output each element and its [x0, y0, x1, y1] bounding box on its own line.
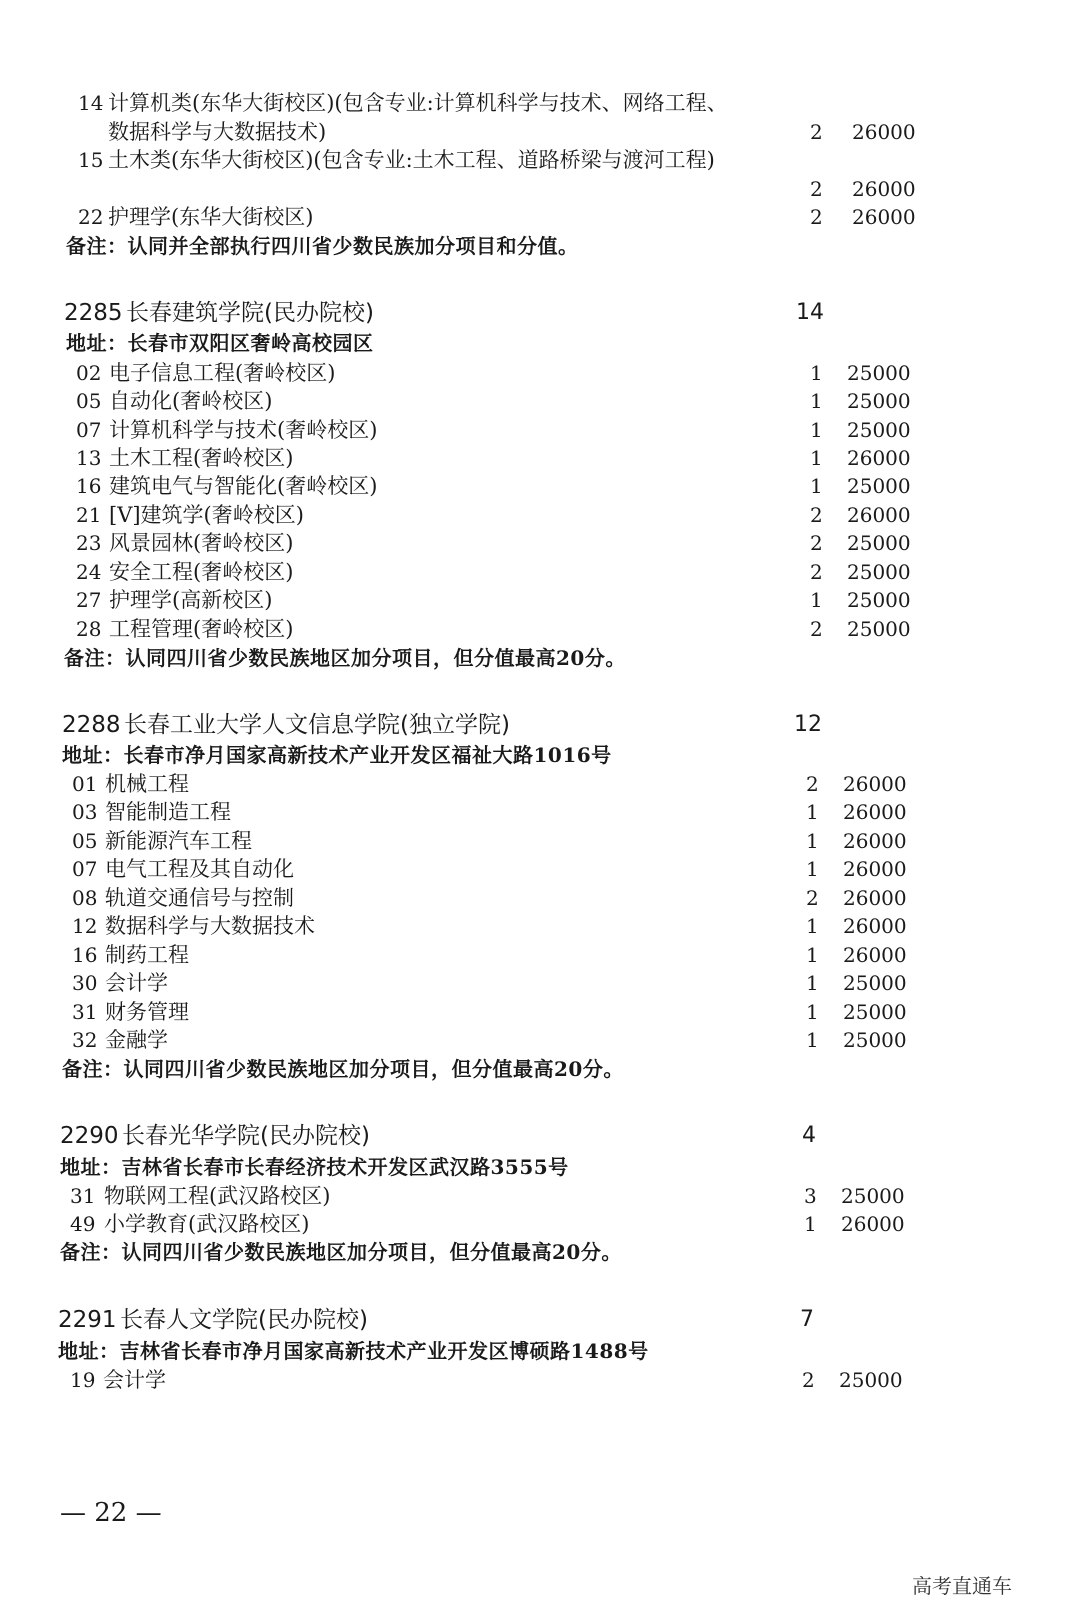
- major-count: 2: [806, 772, 819, 796]
- major-code: 27: [76, 588, 102, 612]
- note-text: 备注：认同四川省少数民族地区加分项目，但分值最高20分。: [64, 646, 626, 670]
- major-name: 土木工程(奢岭校区): [109, 446, 294, 470]
- major-code: 05: [72, 829, 98, 853]
- major-count: 2: [810, 205, 823, 229]
- major-name-continued: 数据科学与大数据技术): [108, 120, 327, 144]
- major-count: 1: [806, 829, 819, 853]
- major-count: 1: [810, 588, 823, 612]
- major-fee: 26000: [843, 829, 907, 853]
- major-code: 01: [72, 772, 98, 796]
- major-name: 会计学: [103, 1368, 166, 1392]
- major-count: 1: [806, 800, 819, 824]
- institution-name: 长春建筑学院(民办院校): [126, 300, 374, 326]
- major-name: 会计学: [105, 971, 168, 995]
- major-fee: 26000: [852, 120, 916, 144]
- major-code: 30: [72, 971, 98, 995]
- major-count: 1: [804, 1212, 817, 1236]
- major-count: 1: [810, 474, 823, 498]
- major-name: 机械工程: [105, 772, 189, 796]
- major-fee: 26000: [843, 943, 907, 967]
- major-fee: 26000: [852, 177, 916, 201]
- major-fee: 26000: [843, 857, 907, 881]
- major-fee: 26000: [847, 503, 911, 527]
- institution-name: 长春人文学院(民办院校): [120, 1307, 368, 1333]
- major-fee: 25000: [847, 617, 911, 641]
- major-name: 电子信息工程(奢岭校区): [109, 361, 336, 385]
- major-name: 工程管理(奢岭校区): [109, 617, 294, 641]
- major-name: 护理学(高新校区): [109, 588, 273, 612]
- major-count: 1: [810, 446, 823, 470]
- major-name: [V]建筑学(奢岭校区): [109, 503, 304, 527]
- major-name: 财务管理: [105, 1000, 189, 1024]
- major-fee: 25000: [847, 588, 911, 612]
- major-code: 49: [70, 1212, 96, 1236]
- institution-code: 2291: [58, 1307, 117, 1333]
- major-count: 2: [810, 503, 823, 527]
- institution-address: 地址：长春市双阳区奢岭高校园区: [66, 331, 374, 355]
- major-count: 3: [804, 1184, 817, 1208]
- major-count: 2: [802, 1368, 815, 1392]
- major-code: 16: [76, 474, 102, 498]
- major-count: 1: [810, 361, 823, 385]
- major-code: 07: [76, 418, 102, 442]
- institution-total: 7: [800, 1307, 814, 1332]
- major-name: 计算机类(东华大街校区)(包含专业:计算机科学与技术、网络工程、: [108, 91, 728, 115]
- major-count: 1: [806, 1028, 819, 1052]
- major-fee: 25000: [841, 1184, 905, 1208]
- major-code: 22: [78, 205, 104, 229]
- institution-code: 2285: [64, 300, 123, 326]
- major-code: 32: [72, 1028, 98, 1052]
- major-fee: 25000: [839, 1368, 903, 1392]
- major-fee: 25000: [847, 418, 911, 442]
- institution-name: 长春光华学院(民办院校): [122, 1123, 370, 1149]
- major-count: 1: [810, 418, 823, 442]
- institution-total: 14: [796, 300, 824, 325]
- major-code: 07: [72, 857, 98, 881]
- major-count: 2: [810, 120, 823, 144]
- major-name: 制药工程: [105, 943, 189, 967]
- institution-address: 地址：吉林省长春市净月国家高新技术产业开发区博硕路1488号: [58, 1339, 649, 1363]
- institution-address: 地址：长春市净月国家高新技术产业开发区福祉大路1016号: [62, 743, 612, 767]
- major-count: 2: [806, 886, 819, 910]
- major-name: 金融学: [105, 1028, 168, 1052]
- major-count: 1: [810, 389, 823, 413]
- institution-address: 地址：吉林省长春市长春经济技术开发区武汉路3555号: [60, 1155, 569, 1179]
- major-fee: 26000: [843, 772, 907, 796]
- major-fee: 26000: [852, 205, 916, 229]
- institution-total: 4: [802, 1123, 816, 1148]
- major-count: 2: [810, 177, 823, 201]
- major-code: 13: [76, 446, 102, 470]
- major-fee: 25000: [847, 361, 911, 385]
- major-count: 2: [810, 560, 823, 584]
- page-number: — 22 —: [60, 1498, 162, 1528]
- major-fee: 25000: [847, 389, 911, 413]
- major-fee: 26000: [843, 800, 907, 824]
- major-fee: 25000: [847, 474, 911, 498]
- major-code: 31: [72, 1000, 98, 1024]
- major-fee: 25000: [843, 1000, 907, 1024]
- major-code: 03: [72, 800, 98, 824]
- major-count: 1: [806, 857, 819, 881]
- major-code: 05: [76, 389, 102, 413]
- major-code: 21: [76, 503, 102, 527]
- major-code: 08: [72, 886, 98, 910]
- major-name: 计算机科学与技术(奢岭校区): [109, 418, 378, 442]
- major-count: 1: [806, 1000, 819, 1024]
- major-code: 15: [78, 148, 104, 172]
- major-fee: 26000: [847, 446, 911, 470]
- note-text: 备注：认同四川省少数民族地区加分项目，但分值最高20分。: [60, 1240, 622, 1264]
- major-name: 护理学(东华大街校区): [108, 205, 314, 229]
- major-code: 12: [72, 914, 98, 938]
- institution-code: 2290: [60, 1123, 119, 1149]
- major-fee: 25000: [843, 971, 907, 995]
- major-name: 物联网工程(武汉路校区): [104, 1184, 331, 1208]
- major-code: 24: [76, 560, 102, 584]
- major-name: 建筑电气与智能化(奢岭校区): [109, 474, 378, 498]
- major-name: 电气工程及其自动化: [105, 857, 294, 881]
- major-name: 智能制造工程: [105, 800, 231, 824]
- major-count: 1: [806, 971, 819, 995]
- major-fee: 26000: [841, 1212, 905, 1236]
- major-count: 1: [806, 943, 819, 967]
- major-name: 土木类(东华大街校区)(包含专业:土木工程、道路桥梁与渡河工程): [108, 148, 715, 172]
- major-count: 1: [806, 914, 819, 938]
- major-count: 2: [810, 531, 823, 555]
- note-text: 备注：认同并全部执行四川省少数民族加分项目和分值。: [66, 234, 579, 258]
- major-code: 28: [76, 617, 102, 641]
- institution-total: 12: [794, 712, 822, 737]
- major-code: 16: [72, 943, 98, 967]
- major-fee: 25000: [847, 531, 911, 555]
- major-fee: 25000: [847, 560, 911, 584]
- institution-code: 2288: [62, 712, 121, 738]
- major-code: 23: [76, 531, 102, 555]
- major-code: 31: [70, 1184, 96, 1208]
- major-count: 2: [810, 617, 823, 641]
- note-text: 备注：认同四川省少数民族地区加分项目，但分值最高20分。: [62, 1057, 624, 1081]
- major-name: 风景园林(奢岭校区): [109, 531, 294, 555]
- major-name: 新能源汽车工程: [105, 829, 252, 853]
- watermark: 高考直通车: [912, 1574, 1012, 1598]
- major-name: 数据科学与大数据技术: [105, 914, 315, 938]
- major-name: 轨道交通信号与控制: [105, 886, 294, 910]
- major-name: 小学教育(武汉路校区): [104, 1212, 310, 1236]
- major-name: 安全工程(奢岭校区): [109, 560, 294, 584]
- major-code: 02: [76, 361, 102, 385]
- major-fee: 25000: [843, 1028, 907, 1052]
- institution-name: 长春工业大学人文信息学院(独立学院): [124, 712, 510, 738]
- major-fee: 26000: [843, 886, 907, 910]
- major-fee: 26000: [843, 914, 907, 938]
- major-code: 19: [70, 1368, 96, 1392]
- major-code: 14: [78, 91, 104, 115]
- major-name: 自动化(奢岭校区): [109, 389, 273, 413]
